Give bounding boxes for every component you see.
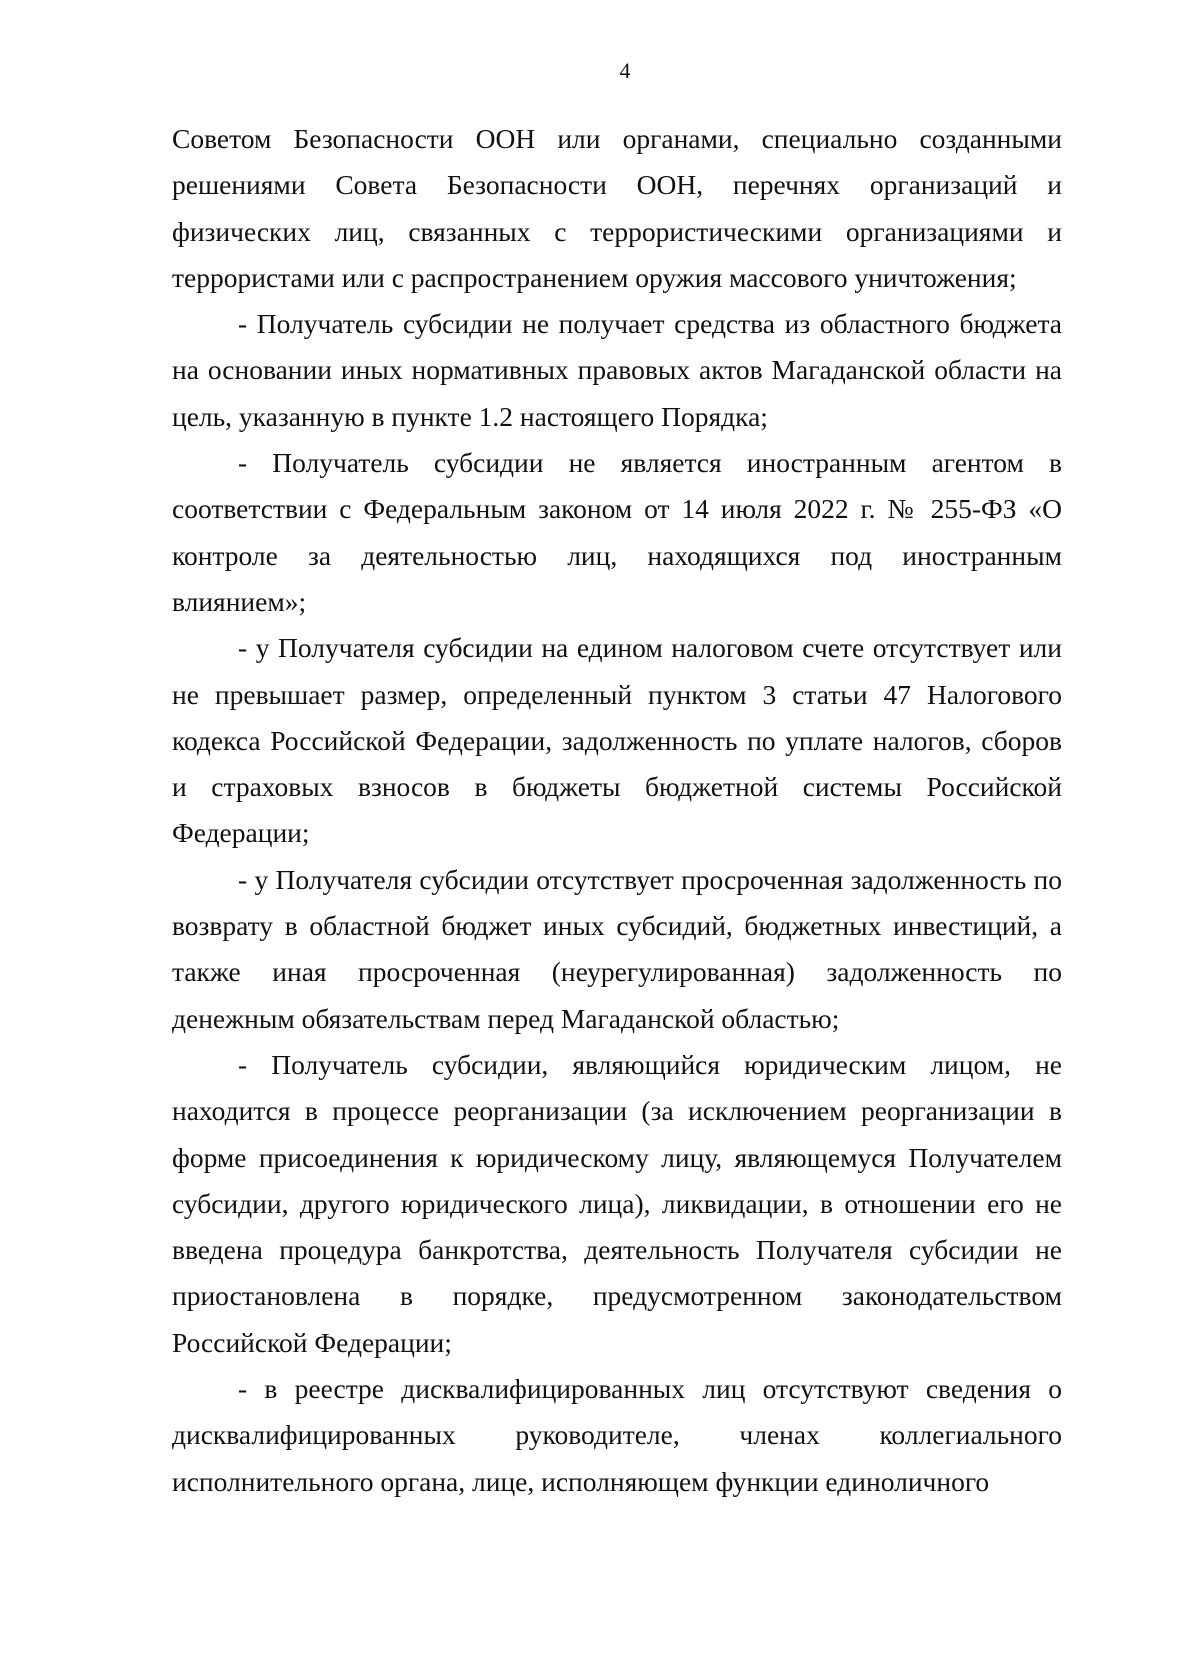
paragraph-no-overdue-debt: - у Получателя субсидии отсутствует просроченная задолженность по возврату в областной бюджет иных субсидий, бюджетных инвестиций, а также иная просроченная (неурегулированная) задолженность по денежным обязательствам перед Магаданской областью; [172, 863, 1062, 1034]
paragraph-continuation: Советом Безопасности ООН или органами, специально созданными решениями Совета Безопасности ООН, перечнях организаций и физических лиц, связанных с террористическими организациями и террористами или с распространением оружия массового уничтожения; [172, 123, 1062, 293]
document-body [172, 116, 1062, 1505]
paragraph-not-foreign-agent: - Получатель субсидии не является иностранным агентом в соответствии с Федеральным законом от 14 июля 2022 г. № 255-ФЗ «О контроле за деятельностью лиц, находящихся под иностранным влиянием»; [172, 447, 1062, 617]
paragraph-no-reorganization: - Получатель субсидии, являющийся юридическим лицом, не находится в процессе реорганизации (за исключением реорганизации в форме присоединения к юридическому лицу, являющемуся Получателем субсидии, другого юридического лица), ликвидации, в отношении его не введена процедура банкротства, деятельность Получателя субсидии не приостановлена в порядке, предусмотренном законодательством Российской Федерации; [172, 1048, 1062, 1358]
page-number: 4 [619, 58, 631, 83]
paragraph-no-tax-debt: - у Получателя субсидии на едином налоговом счете отсутствует или не превышает размер, определенный пунктом 3 статьи 47 Налогового кодекса Российской Федерации, задолженность по уплате налогов, сборов и страховых взносов в бюджеты бюджетной системы Российской Федерации; [172, 632, 1062, 849]
paragraph-no-regional-funds: - Получатель субсидии не получает средства из областного бюджета на основании иных нормативных правовых актов Магаданской области на цель, указанную в пункте 1.2 настоящего Порядка; [172, 308, 1062, 432]
paragraph-disqualified-registry: - в реестре дисквалифицированных лиц отсутствуют сведения о дисквалифицированных руководителе, членах коллегиального исполнительного органа, лице, исполняющем функции единоличного [172, 1373, 1062, 1497]
